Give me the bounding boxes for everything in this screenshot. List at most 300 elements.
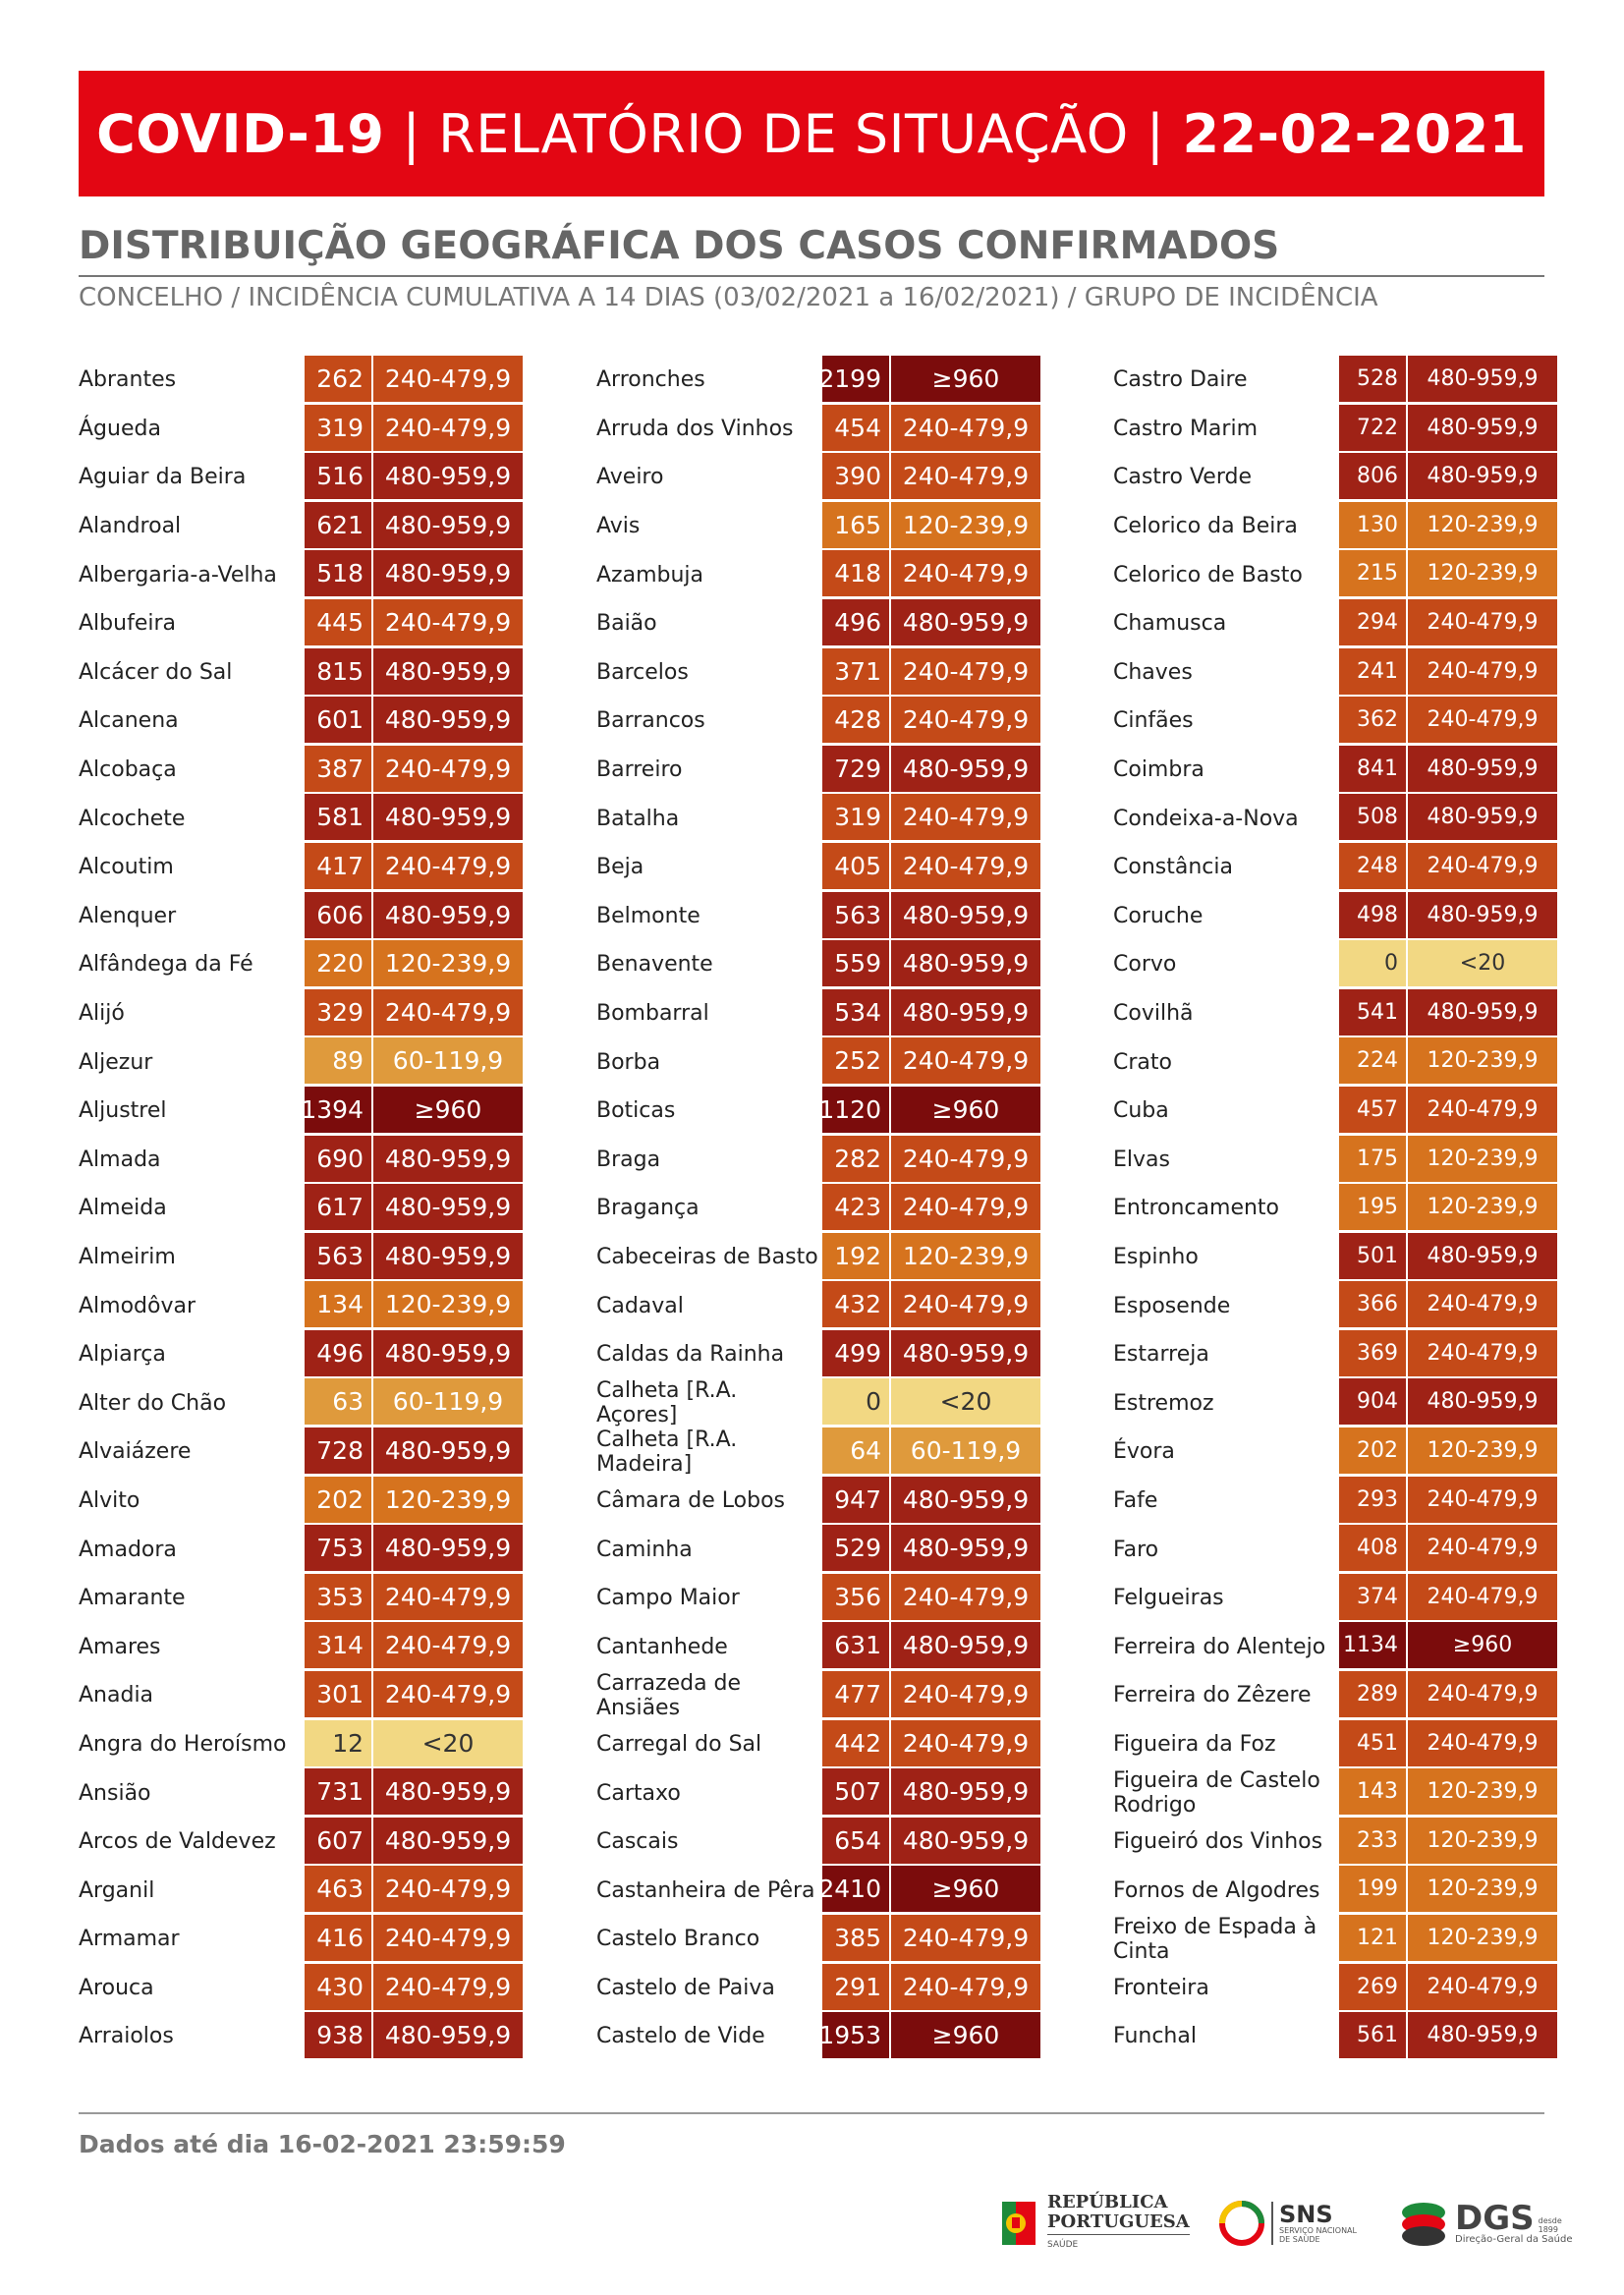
incidence-group: 480-959,9 <box>373 648 523 695</box>
municipality-name: Figueira da Foz <box>1113 1731 1276 1757</box>
municipality-name: Bragança <box>596 1196 700 1221</box>
municipality-name: Amares <box>79 1634 161 1659</box>
incidence-value: 366 <box>1339 1281 1406 1327</box>
title-separator-1: | <box>402 102 421 165</box>
incidence-group: 120-239,9 <box>1408 1768 1557 1815</box>
incidence-value: 451 <box>1339 1720 1406 1766</box>
incidence-group: 480-959,9 <box>891 1622 1040 1668</box>
municipality-name: Entroncamento <box>1113 1196 1280 1221</box>
incidence-value: 390 <box>822 453 889 499</box>
municipality-name: Crato <box>1113 1049 1172 1075</box>
incidence-group: 240-479,9 <box>1408 1087 1557 1133</box>
incidence-value: 233 <box>1339 1818 1406 1864</box>
incidence-group: <20 <box>1408 940 1557 986</box>
incidence-group: 480-959,9 <box>891 1525 1040 1571</box>
municipality-name: Cantanhede <box>596 1634 728 1659</box>
municipality-name: Cuba <box>1113 1098 1169 1124</box>
municipality-name: Alandroal <box>79 514 182 539</box>
incidence-group: 480-959,9 <box>891 892 1040 938</box>
municipality-name: Évora <box>1113 1439 1175 1465</box>
incidence-value: 445 <box>305 599 371 645</box>
municipality-name: Fornos de Algodres <box>1113 1877 1320 1903</box>
incidence-group: 480-959,9 <box>1408 989 1557 1036</box>
incidence-value: 423 <box>822 1184 889 1230</box>
incidence-group: 480-959,9 <box>891 940 1040 986</box>
incidence-value: 561 <box>1339 2012 1406 2058</box>
municipality-name: Covilhã <box>1113 1001 1194 1027</box>
incidence-group: 480-959,9 <box>373 1768 523 1815</box>
municipality-name: Coimbra <box>1113 757 1204 783</box>
incidence-group: 480-959,9 <box>1408 1378 1557 1425</box>
incidence-value: 541 <box>1339 989 1406 1036</box>
incidence-value: 430 <box>305 1964 371 2010</box>
incidence-value: 516 <box>305 453 371 499</box>
incidence-group: 240-479,9 <box>1408 697 1557 743</box>
incidence-value: 432 <box>822 1281 889 1327</box>
municipality-name: Cabeceiras de Basto <box>596 1244 818 1269</box>
sns-main: SNS <box>1279 2201 1333 2228</box>
republica-emblem-icon <box>1000 2196 1039 2251</box>
incidence-group: ≥960 <box>891 2012 1040 2058</box>
incidence-group: 480-959,9 <box>891 746 1040 792</box>
municipality-name: Ansião <box>79 1780 151 1806</box>
municipality-name: Borba <box>596 1049 661 1075</box>
incidence-group: 240-479,9 <box>891 550 1040 596</box>
municipality-name: Alcácer do Sal <box>79 659 233 685</box>
incidence-group: 240-479,9 <box>373 1671 523 1717</box>
municipality-name: Barrancos <box>596 708 705 734</box>
municipality-name: Estremoz <box>1113 1390 1214 1416</box>
incidence-value: 621 <box>305 502 371 548</box>
incidence-group: 480-959,9 <box>373 550 523 596</box>
incidence-value: 454 <box>822 405 889 451</box>
incidence-value: 175 <box>1339 1136 1406 1182</box>
incidence-value: 690 <box>305 1136 371 1182</box>
incidence-value: 416 <box>305 1915 371 1961</box>
incidence-group: 120-239,9 <box>1408 1184 1557 1230</box>
incidence-group: 480-959,9 <box>373 1525 523 1571</box>
incidence-group: 480-959,9 <box>373 1184 523 1230</box>
municipality-name: Alijó <box>79 1001 125 1027</box>
incidence-value: 121 <box>1339 1915 1406 1961</box>
municipality-name: Castro Marim <box>1113 416 1258 441</box>
incidence-value: 192 <box>822 1233 889 1279</box>
municipality-name: Alfândega da Fé <box>79 952 253 978</box>
municipality-name: Arcos de Valdevez <box>79 1829 276 1855</box>
section-subheading: CONCELHO / INCIDÊNCIA CUMULATIVA A 14 DIAS (03/02/2021 a 16/02/2021) / GRUPO DE INCIDÊNCIA <box>79 283 1378 312</box>
incidence-value: 319 <box>822 794 889 840</box>
municipality-name: Amadora <box>79 1537 177 1562</box>
incidence-group: 480-959,9 <box>373 453 523 499</box>
incidence-group: 240-479,9 <box>1408 1671 1557 1717</box>
municipality-name: Calheta [R.A. Madeira] <box>596 1427 738 1477</box>
logos-bar <box>1000 2189 1590 2258</box>
municipality-name: Albergaria-a-Velha <box>79 562 277 588</box>
municipality-name: Anadia <box>79 1683 154 1708</box>
incidence-value: 518 <box>305 550 371 596</box>
incidence-value: 841 <box>1339 746 1406 792</box>
incidence-group: 480-959,9 <box>373 1818 523 1864</box>
republica-line-2: PORTUGUESA <box>1047 2211 1190 2232</box>
municipality-name: Alenquer <box>79 903 177 928</box>
municipality-name: Aljezur <box>79 1049 153 1075</box>
incidence-value: 508 <box>1339 794 1406 840</box>
incidence-value: 529 <box>822 1525 889 1571</box>
incidence-group: 480-959,9 <box>891 599 1040 645</box>
incidence-group: 120-239,9 <box>1408 1866 1557 1912</box>
incidence-group: 240-479,9 <box>373 843 523 889</box>
municipality-name: Castelo de Paiva <box>596 1975 775 2000</box>
incidence-group: 240-479,9 <box>891 794 1040 840</box>
municipality-name: Almodôvar <box>79 1293 196 1318</box>
incidence-value: 143 <box>1339 1768 1406 1815</box>
municipality-name: Cascais <box>596 1829 679 1855</box>
incidence-value: 1134 <box>1339 1622 1406 1668</box>
incidence-value: 534 <box>822 989 889 1036</box>
republica-line-1: REPÚBLICA <box>1047 2191 1168 2212</box>
incidence-group: ≥960 <box>891 1866 1040 1912</box>
incidence-group: 120-239,9 <box>891 502 1040 548</box>
municipality-name: Arronches <box>596 367 705 393</box>
incidence-value: 581 <box>305 794 371 840</box>
municipality-name: Castro Verde <box>1113 465 1252 490</box>
municipality-name: Arruda dos Vinhos <box>596 416 794 441</box>
municipality-name: Braga <box>596 1147 661 1172</box>
incidence-value: 282 <box>822 1136 889 1182</box>
incidence-value: 202 <box>1339 1427 1406 1474</box>
incidence-group: 240-479,9 <box>1408 1477 1557 1523</box>
incidence-group: 480-959,9 <box>891 1477 1040 1523</box>
municipality-name: Almeirim <box>79 1244 176 1269</box>
municipality-name: Avis <box>596 514 641 539</box>
incidence-group: 60-119,9 <box>373 1378 523 1425</box>
incidence-value: 418 <box>822 550 889 596</box>
municipality-name: Alpiarça <box>79 1342 166 1368</box>
incidence-value: 329 <box>305 989 371 1036</box>
republica-portuguesa-logo <box>1000 2189 1190 2258</box>
incidence-group: 120-239,9 <box>891 1233 1040 1279</box>
incidence-value: 728 <box>305 1427 371 1474</box>
incidence-group: 240-479,9 <box>891 405 1040 451</box>
municipality-name: Caldas da Rainha <box>596 1342 785 1368</box>
municipality-name: Calheta [R.A. Açores] <box>596 1378 738 1428</box>
incidence-group: 120-239,9 <box>373 1281 523 1327</box>
incidence-group: 240-479,9 <box>373 356 523 402</box>
incidence-value: 202 <box>305 1477 371 1523</box>
incidence-group: 480-959,9 <box>1408 453 1557 499</box>
incidence-value: 374 <box>1339 1574 1406 1620</box>
incidence-value: 293 <box>1339 1477 1406 1523</box>
incidence-value: 457 <box>1339 1087 1406 1133</box>
incidence-value: 248 <box>1339 843 1406 889</box>
incidence-group: 480-959,9 <box>891 989 1040 1036</box>
incidence-group: 240-479,9 <box>1408 1574 1557 1620</box>
incidence-group: 480-959,9 <box>373 2012 523 2058</box>
municipality-name: Alcanena <box>79 708 179 734</box>
incidence-group: 480-959,9 <box>1408 2012 1557 2058</box>
municipality-name: Aljustrel <box>79 1098 167 1124</box>
incidence-group: 240-479,9 <box>1408 1720 1557 1766</box>
incidence-group: 480-959,9 <box>891 1330 1040 1376</box>
municipality-name: Abrantes <box>79 367 177 393</box>
incidence-value: 753 <box>305 1525 371 1571</box>
incidence-group: 240-479,9 <box>373 405 523 451</box>
municipality-name: Águeda <box>79 416 161 441</box>
incidence-value: 631 <box>822 1622 889 1668</box>
incidence-group: <20 <box>373 1720 523 1766</box>
incidence-value: 601 <box>305 697 371 743</box>
municipality-name: Armamar <box>79 1927 180 1952</box>
incidence-group: 480-959,9 <box>1408 892 1557 938</box>
municipality-name: Angra do Heroísmo <box>79 1731 287 1757</box>
incidence-group: 120-239,9 <box>373 940 523 986</box>
incidence-group: 60-119,9 <box>891 1427 1040 1474</box>
municipality-name: Coruche <box>1113 903 1204 928</box>
incidence-group: 480-959,9 <box>373 892 523 938</box>
municipality-name: Boticas <box>596 1098 676 1124</box>
incidence-value: 607 <box>305 1818 371 1864</box>
incidence-group: 240-479,9 <box>373 599 523 645</box>
municipality-name: Castelo Branco <box>596 1927 760 1952</box>
incidence-value: 498 <box>1339 892 1406 938</box>
municipality-name: Estarreja <box>1113 1342 1209 1368</box>
incidence-value: 654 <box>822 1818 889 1864</box>
incidence-value: 130 <box>1339 502 1406 548</box>
municipality-name: Arouca <box>79 1975 154 2000</box>
incidence-group: 480-959,9 <box>1408 746 1557 792</box>
incidence-group: 240-479,9 <box>891 1574 1040 1620</box>
incidence-group: 480-959,9 <box>373 1427 523 1474</box>
incidence-value: 199 <box>1339 1866 1406 1912</box>
incidence-group: ≥960 <box>891 1087 1040 1133</box>
municipality-name: Carregal do Sal <box>596 1731 762 1757</box>
incidence-value: 405 <box>822 843 889 889</box>
incidence-group: 240-479,9 <box>373 746 523 792</box>
dgs-logo <box>1398 2189 1573 2258</box>
incidence-group: 240-479,9 <box>373 1574 523 1620</box>
incidence-group: ≥960 <box>891 356 1040 402</box>
sns-divider <box>1271 2202 1273 2245</box>
dgs-emblem-icon <box>1398 2199 1449 2248</box>
incidence-group: 240-479,9 <box>891 843 1040 889</box>
municipality-name: Fafe <box>1113 1487 1158 1513</box>
incidence-value: 731 <box>305 1768 371 1815</box>
sns-sub-1: SERVIÇO NACIONAL <box>1279 2226 1357 2235</box>
municipality-name: Aveiro <box>596 465 664 490</box>
incidence-value: 417 <box>305 843 371 889</box>
incidence-value: 195 <box>1339 1184 1406 1230</box>
incidence-group: 240-479,9 <box>1408 1330 1557 1376</box>
incidence-value: 428 <box>822 697 889 743</box>
incidence-group: 240-479,9 <box>891 1136 1040 1182</box>
municipality-name: Castro Daire <box>1113 367 1248 393</box>
incidence-group: 120-239,9 <box>373 1477 523 1523</box>
incidence-group: 240-479,9 <box>1408 843 1557 889</box>
incidence-group: 240-479,9 <box>1408 599 1557 645</box>
municipality-name: Corvo <box>1113 952 1177 978</box>
incidence-group: 120-239,9 <box>1408 1818 1557 1864</box>
incidence-group: 240-479,9 <box>1408 1281 1557 1327</box>
municipality-name: Castanheira de Pêra <box>596 1877 815 1903</box>
title-prefix: COVID-19 <box>96 102 385 165</box>
municipality-name: Fronteira <box>1113 1975 1209 2000</box>
incidence-value: 938 <box>305 2012 371 2058</box>
municipality-name: Funchal <box>1113 2024 1197 2049</box>
incidence-value: 563 <box>305 1233 371 1279</box>
incidence-value: 301 <box>305 1671 371 1717</box>
incidence-value: 63 <box>305 1378 371 1425</box>
incidence-value: 294 <box>1339 599 1406 645</box>
municipality-name: Azambuja <box>596 562 704 588</box>
incidence-value: 477 <box>822 1671 889 1717</box>
municipality-name: Belmonte <box>596 903 700 928</box>
incidence-value: 387 <box>305 746 371 792</box>
municipality-name: Baião <box>596 611 657 637</box>
incidence-value: 371 <box>822 648 889 695</box>
incidence-value: 289 <box>1339 1671 1406 1717</box>
incidence-group: 240-479,9 <box>891 1184 1040 1230</box>
municipality-name: Carrazeda de Ansiães <box>596 1670 742 1720</box>
incidence-value: 269 <box>1339 1964 1406 2010</box>
municipality-name: Cadaval <box>596 1293 684 1318</box>
municipality-name: Caminha <box>596 1537 693 1562</box>
municipality-name: Almada <box>79 1147 161 1172</box>
municipality-name: Castelo de Vide <box>596 2024 765 2049</box>
municipality-name: Celorico da Beira <box>1113 514 1298 539</box>
incidence-group: 480-959,9 <box>1408 1233 1557 1279</box>
incidence-value: 463 <box>305 1866 371 1912</box>
incidence-value: 291 <box>822 1964 889 2010</box>
incidence-value: 369 <box>1339 1330 1406 1376</box>
incidence-value: 408 <box>1339 1525 1406 1571</box>
incidence-value: 252 <box>822 1037 889 1084</box>
municipality-name: Chaves <box>1113 659 1193 685</box>
incidence-value: 314 <box>305 1622 371 1668</box>
incidence-value: 165 <box>822 502 889 548</box>
incidence-group: 240-479,9 <box>891 697 1040 743</box>
incidence-value: 1953 <box>822 2012 889 2058</box>
municipality-name: Felgueiras <box>1113 1586 1224 1611</box>
municipality-name: Barreiro <box>596 757 683 783</box>
municipality-name: Faro <box>1113 1537 1159 1562</box>
incidence-value: 1120 <box>822 1087 889 1133</box>
incidence-value: 722 <box>1339 405 1406 451</box>
incidence-value: 262 <box>305 356 371 402</box>
incidence-value: 0 <box>1339 940 1406 986</box>
incidence-group: 240-479,9 <box>891 1037 1040 1084</box>
incidence-group: 240-479,9 <box>373 1866 523 1912</box>
incidence-value: 224 <box>1339 1037 1406 1084</box>
incidence-group: ≥960 <box>373 1087 523 1133</box>
title-date: 22-02-2021 <box>1182 102 1527 165</box>
republica-sub: SAÚDE <box>1047 2234 1190 2255</box>
municipality-name: Barcelos <box>596 659 689 685</box>
incidence-value: 559 <box>822 940 889 986</box>
incidence-value: 241 <box>1339 648 1406 695</box>
municipality-name: Alvaiázere <box>79 1439 192 1465</box>
incidence-value: 2410 <box>822 1866 889 1912</box>
incidence-value: 2199 <box>822 356 889 402</box>
incidence-group: 240-479,9 <box>891 1964 1040 2010</box>
title-separator-2: | <box>1146 102 1165 165</box>
municipality-name: Espinho <box>1113 1244 1199 1269</box>
dgs-since-2: 1899 <box>1538 2224 1558 2234</box>
municipality-name: Aguiar da Beira <box>79 465 247 490</box>
incidence-value: 496 <box>305 1330 371 1376</box>
incidence-group: 240-479,9 <box>373 1915 523 1961</box>
data-cutoff-note: Dados até dia 16-02-2021 23:59:59 <box>79 2130 566 2158</box>
incidence-group: 480-959,9 <box>373 697 523 743</box>
dgs-main: DGS <box>1455 2198 1535 2238</box>
municipality-name: Beja <box>596 855 644 880</box>
dgs-sub: Direção-Geral da Saúde <box>1455 2233 1573 2245</box>
incidence-group: 480-959,9 <box>373 1330 523 1376</box>
municipality-name: Alcobaça <box>79 757 177 783</box>
municipality-name: Elvas <box>1113 1147 1170 1172</box>
dgs-since-1: desde <box>1538 2215 1562 2225</box>
incidence-group: 480-959,9 <box>891 1818 1040 1864</box>
incidence-value: 134 <box>305 1281 371 1327</box>
incidence-value: 806 <box>1339 453 1406 499</box>
incidence-value: 64 <box>822 1427 889 1474</box>
incidence-group: 480-959,9 <box>373 1233 523 1279</box>
incidence-value: 563 <box>822 892 889 938</box>
municipality-name: Campo Maior <box>596 1586 740 1611</box>
municipality-name: Alter do Chão <box>79 1390 227 1416</box>
municipality-name: Freixo de Espada à Cinta <box>1113 1914 1317 1964</box>
incidence-group: 120-239,9 <box>1408 550 1557 596</box>
incidence-value: 501 <box>1339 1233 1406 1279</box>
municipality-name: Arganil <box>79 1877 155 1903</box>
incidence-group: 240-479,9 <box>891 1281 1040 1327</box>
incidence-group: 120-239,9 <box>1408 1915 1557 1961</box>
footer-divider <box>79 2112 1544 2114</box>
incidence-value: 729 <box>822 746 889 792</box>
report-title-banner <box>79 71 1544 196</box>
incidence-value: 0 <box>822 1378 889 1425</box>
incidence-group: 240-479,9 <box>891 453 1040 499</box>
incidence-group: 480-959,9 <box>373 794 523 840</box>
incidence-value: 947 <box>822 1477 889 1523</box>
municipality-name: Cinfães <box>1113 708 1194 734</box>
incidence-value: 356 <box>822 1574 889 1620</box>
incidence-value: 606 <box>305 892 371 938</box>
incidence-group: 240-479,9 <box>1408 1964 1557 2010</box>
title-middle: RELATÓRIO DE SITUAÇÃO <box>438 102 1129 165</box>
municipality-name: Condeixa-a-Nova <box>1113 806 1299 831</box>
municipality-name: Chamusca <box>1113 611 1227 637</box>
incidence-group: 480-959,9 <box>891 1768 1040 1815</box>
incidence-group: 120-239,9 <box>1408 502 1557 548</box>
incidence-group: 240-479,9 <box>373 1964 523 2010</box>
incidence-group: 60-119,9 <box>373 1037 523 1084</box>
incidence-group: 240-479,9 <box>891 1915 1040 1961</box>
incidence-group: 240-479,9 <box>891 1671 1040 1717</box>
incidence-group: 120-239,9 <box>1408 1037 1557 1084</box>
incidence-value: 353 <box>305 1574 371 1620</box>
incidence-value: 12 <box>305 1720 371 1766</box>
incidence-value: 496 <box>822 599 889 645</box>
incidence-group: 480-959,9 <box>1408 794 1557 840</box>
municipality-name: Ferreira do Zêzere <box>1113 1683 1312 1708</box>
incidence-value: 215 <box>1339 550 1406 596</box>
incidence-value: 617 <box>305 1184 371 1230</box>
municipality-name: Amarante <box>79 1586 186 1611</box>
incidence-value: 319 <box>305 405 371 451</box>
incidence-value: 528 <box>1339 356 1406 402</box>
incidence-value: 385 <box>822 1915 889 1961</box>
incidence-group: 240-479,9 <box>373 989 523 1036</box>
